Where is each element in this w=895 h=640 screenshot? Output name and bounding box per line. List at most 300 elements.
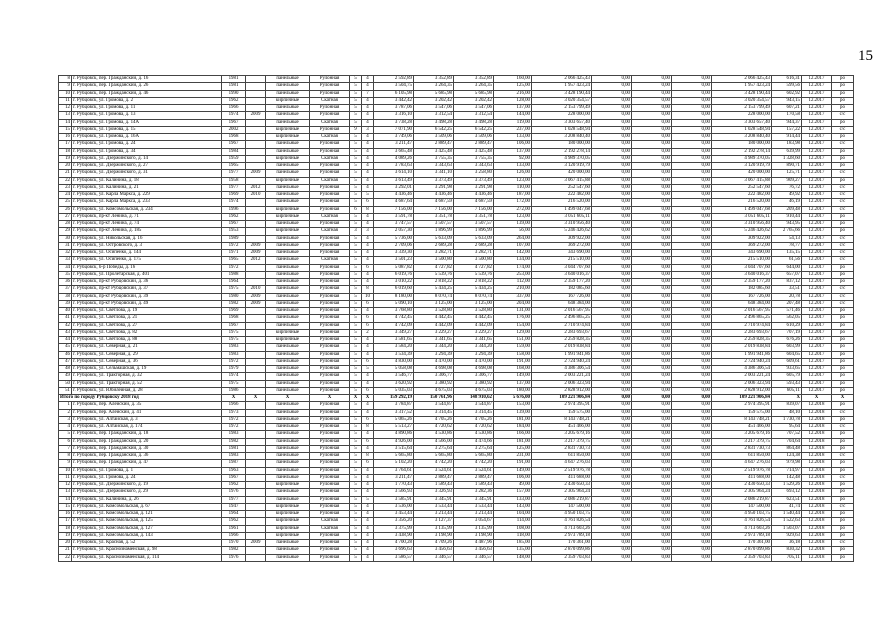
table-cell: 648 384,00 (532, 300, 592, 307)
table-cell: 0,00 (632, 148, 672, 155)
table-cell: 0,00 (632, 525, 672, 532)
table-cell: 4 (362, 547, 374, 554)
table-cell: 51 (59, 387, 72, 394)
table-cell: 3 784,87 (374, 402, 414, 409)
table-row (59, 293, 854, 300)
table-cell: панельные (266, 250, 310, 257)
table-cell: 1 522,63 (772, 518, 802, 525)
table-cell: 4 (362, 474, 374, 481)
table-cell: 0,00 (632, 83, 672, 90)
table-cell: 4 713 603,26 (532, 525, 592, 532)
table-cell: 2 430 650,33 (712, 482, 772, 489)
table-cell: 0,00 (672, 431, 712, 438)
table-cell: панельные (266, 387, 310, 394)
table-cell: Рулонная (310, 380, 350, 387)
table-cell: 2 710 974,84 (712, 322, 772, 329)
table-cell (246, 366, 266, 373)
table-cell: панельные (266, 119, 310, 126)
table-cell: 5 (350, 351, 362, 358)
table-row (59, 192, 854, 199)
table-cell: 5 (350, 445, 362, 452)
table-cell: 5 736,00 (374, 235, 414, 242)
table-cell: 0,00 (632, 286, 672, 293)
table-cell: 12.2017 (802, 286, 832, 293)
table-cell: панельные (266, 431, 310, 438)
table-cell: 3 051 605,11 (712, 213, 772, 220)
table-cell: 3 585,91 (374, 496, 414, 503)
table-cell: 1975 (222, 286, 246, 293)
table-cell: 3 282,36 (454, 489, 494, 496)
table-cell: кирпичные (266, 97, 310, 104)
table-cell: кирпичные (266, 213, 310, 220)
table-cell: 3 208 840,40 (532, 134, 592, 141)
table-cell: 0,00 (632, 300, 672, 307)
table-cell: 76,72 (772, 184, 802, 191)
table-cell: 1 028 548,94 (532, 126, 592, 133)
table-cell: 8 (362, 424, 374, 431)
table-cell: Скатная (310, 97, 350, 104)
table-cell: 12.2017 (802, 308, 832, 315)
table-cell: 5 (350, 250, 362, 257)
table-cell: 4 (362, 271, 374, 278)
table-cell: 12.2017 (802, 148, 832, 155)
table-cell: 0,00 (592, 511, 632, 518)
table-cell: 18 (59, 525, 72, 532)
table-cell: г. Рубцовск, ул. Краснознаменская, д. 98 (72, 547, 222, 554)
table-cell: Рулонная (310, 467, 350, 474)
table-cell: 4 (362, 518, 374, 525)
table-cell: 0,00 (672, 83, 712, 90)
table-cell: 0,00 (672, 97, 712, 104)
table-cell: г. Рубцовск, ул. Громова, д. 14А (72, 119, 222, 126)
table-cell: ро (832, 366, 854, 373)
table-row (59, 532, 854, 539)
table-cell: ро (832, 438, 854, 445)
table-cell: 12.2017 (802, 163, 832, 170)
table-cell: с/с (832, 126, 854, 133)
table-cell: кирпичные (266, 482, 310, 489)
table-cell: 0,00 (672, 119, 712, 126)
table-cell: 216,00 (494, 90, 532, 97)
table-cell: Рулонная (310, 329, 350, 336)
table-cell: 15 (59, 503, 72, 510)
table-cell: Рулонная (310, 271, 350, 278)
table-cell (246, 402, 266, 409)
table-cell: 3 205 679,16 (712, 431, 772, 438)
table-cell: 44 (59, 337, 72, 344)
table-row (59, 358, 854, 365)
table-cell: 0,00 (632, 271, 672, 278)
table-cell: 3 438,90 (374, 532, 414, 539)
table-cell: 1 991 941,86 (532, 351, 592, 358)
table-cell: 45 (59, 344, 72, 351)
table-cell: 6 (362, 199, 374, 206)
table-cell: 4 687,64 (374, 199, 414, 206)
table-cell: панельные (266, 300, 310, 307)
table-row (59, 250, 854, 257)
table-cell: 1964 (222, 279, 246, 286)
table-cell: 0,00 (672, 453, 712, 460)
table-cell: 5 (350, 540, 362, 547)
table-cell: панельные (266, 402, 310, 409)
table-cell: г. Рубцовск, ул. Светлова, д. 88 (72, 337, 222, 344)
table-cell: 0,00 (672, 286, 712, 293)
table-cell: 135,00 (494, 547, 532, 554)
table-row (59, 199, 854, 206)
table-cell: г. Рубцовск, ул. Комсомольская, д. 143 (72, 532, 222, 539)
table-cell: 4 436,46 (414, 192, 454, 199)
table-cell: Рулонная (310, 112, 350, 119)
table-cell: 134,00 (494, 257, 532, 264)
table-cell: 12.2018 (802, 540, 832, 547)
table-cell: 562,05 (772, 315, 802, 322)
table-cell: 5 (362, 366, 374, 373)
table-cell: 95,64 (772, 424, 802, 431)
table-cell: 5 (350, 460, 362, 467)
table-cell: 2 889,47 (414, 141, 454, 148)
table-cell: Рулонная (310, 199, 350, 206)
table-cell: 0,00 (632, 279, 672, 286)
table-cell: 4 675,03 (454, 387, 494, 394)
table-cell: 137,00 (494, 148, 532, 155)
table-cell: 0,00 (632, 322, 672, 329)
table-cell: Рулонная (310, 148, 350, 155)
table-cell: 2 831 730,73 (532, 445, 592, 452)
table-cell (246, 547, 266, 554)
table-cell: 4 727,82 (414, 264, 454, 271)
table-cell: 7 156,00 (454, 206, 494, 213)
table-cell: 609,61 (772, 358, 802, 365)
table-cell: 1967 (222, 322, 246, 329)
table-cell: 5 (350, 329, 362, 336)
table-cell: 3 524,61 (414, 467, 454, 474)
table-cell: 12.2017 (802, 206, 832, 213)
table-cell: 2 430 650,33 (532, 482, 592, 489)
table-cell: 2 003 221,24 (712, 373, 772, 380)
table-cell: 5 (350, 380, 362, 387)
table-cell: 159 575,00 (532, 409, 592, 416)
table-cell: 148 910,62 (454, 395, 494, 402)
table-cell: 4 700,28 (374, 540, 414, 547)
table-cell: 837,12 (772, 279, 802, 286)
table-cell: 610,29 (772, 322, 802, 329)
table-cell: 2009 (246, 170, 266, 177)
table-cell: 215 510,00 (712, 257, 772, 264)
table-cell: 5 (350, 293, 362, 300)
table-cell: 4 742,45 (374, 315, 414, 322)
table-cell: 12.2018 (802, 482, 832, 489)
table-cell: 944,37 (772, 119, 802, 126)
table-row (59, 540, 854, 547)
table-cell: 78,77 (772, 242, 802, 249)
table-cell: 4 687,59 (454, 199, 494, 206)
table-cell: 157,22 (772, 126, 802, 133)
table-cell: 0,00 (592, 213, 632, 220)
table-cell: 5 (350, 474, 362, 481)
table-cell: 36,18 (772, 540, 802, 547)
table-row (59, 337, 854, 344)
table-cell: 3 (350, 228, 362, 235)
table-cell: 979,98 (772, 460, 802, 467)
table-cell: 611 850,00 (532, 453, 592, 460)
table-cell (246, 221, 266, 228)
table-cell: 46,19 (772, 199, 802, 206)
table-cell: 210,00 (494, 286, 532, 293)
table-cell: г. Рубцовск, ул. Светлова, д. 82 (72, 329, 222, 336)
table-cell: ро (832, 279, 854, 286)
table-cell: 2 724 940,24 (712, 358, 772, 365)
table-cell: 1969 (222, 308, 246, 315)
table-cell: 6 542,25 (414, 126, 454, 133)
table-cell: 3 202,42 (414, 97, 454, 104)
table-cell: 11 (59, 474, 72, 481)
table-cell: 8 (362, 206, 374, 213)
table-cell: 0,00 (592, 453, 632, 460)
table-cell: Рулонная (310, 300, 350, 307)
table-cell: 0,00 (632, 344, 672, 351)
table-cell: 148,00 (494, 554, 532, 561)
table-cell: 0,00 (672, 192, 712, 199)
table-cell: 5 (350, 518, 362, 525)
table-cell: 4 (362, 155, 374, 162)
table-cell: 648 384,00 (712, 300, 772, 307)
table-cell: 0,00 (592, 271, 632, 278)
table-row (59, 315, 854, 322)
table-cell: 157,00 (494, 489, 532, 496)
table-cell: 25 (59, 199, 72, 206)
table-cell: 0,00 (592, 358, 632, 365)
table-cell: панельные (266, 351, 310, 358)
table-cell: 4 (362, 148, 374, 155)
table-cell: 3 500,80 (454, 257, 494, 264)
table-cell: 3 125,00 (414, 300, 454, 307)
table-cell: 3 135,99 (454, 525, 494, 532)
table-cell: 151,00 (494, 337, 532, 344)
table-cell: 7 156,00 (374, 206, 414, 213)
table-cell: 18 (59, 148, 72, 155)
table-cell: 4 (362, 503, 374, 510)
table-cell: 693,12 (772, 489, 802, 496)
table-row (59, 90, 854, 97)
table-cell: панельные (266, 90, 310, 97)
table-cell: 168,00 (494, 366, 532, 373)
table-cell: Рулонная (310, 344, 350, 351)
table-cell: 3 020 354,57 (532, 97, 592, 104)
table-cell: 0,00 (592, 163, 632, 170)
table-cell: 5 633,09 (414, 235, 454, 242)
table-cell: 2 973 789,18 (712, 532, 772, 539)
table-cell: 2009 (246, 250, 266, 257)
table-cell: 12.2017 (802, 271, 832, 278)
table-cell: 2 592,89 (374, 76, 414, 83)
table-cell: 0,00 (592, 344, 632, 351)
table-cell: 0,00 (672, 503, 712, 510)
table-cell: 0,00 (632, 380, 672, 387)
table-cell: 420 000,00 (712, 170, 772, 177)
table-cell: 5 (350, 279, 362, 286)
table-cell: Рулонная (310, 235, 350, 242)
table-cell: 2009 (246, 242, 266, 249)
table-cell: 1988 (222, 271, 246, 278)
table-cell: г. Рубцовск, ул. Громова, д. 1 (72, 467, 222, 474)
table-cell: 0,00 (672, 532, 712, 539)
table-row (59, 126, 854, 133)
table-cell: 3 509,06 (454, 134, 494, 141)
table-cell: 3 120 919,79 (712, 163, 772, 170)
table-cell: 1 540,44 (772, 511, 802, 518)
table-cell: 5 (350, 424, 362, 431)
table-cell: кирпичные (266, 518, 310, 525)
table-cell: 1983 (222, 431, 246, 438)
table-cell: 107,00 (494, 242, 532, 249)
table-cell: 2 870 099,86 (532, 547, 592, 554)
table-cell: 12.2017 (802, 155, 832, 162)
table-cell: 0,00 (632, 155, 672, 162)
table-cell: г. Рубцовск, пр-кт Рубцовский, д. 39 (72, 293, 222, 300)
table-cell: 9 (59, 83, 72, 90)
table-cell: 5 (350, 213, 362, 220)
table-cell: 5 (350, 257, 362, 264)
table-cell: 0,00 (672, 322, 712, 329)
table-cell: Рулонная (310, 279, 350, 286)
table-cell: 40 (59, 308, 72, 315)
table-cell: 159 575,00 (712, 409, 772, 416)
table-cell: ро (832, 337, 854, 344)
table-row (59, 489, 854, 496)
table-cell: 12.2017 (802, 228, 832, 235)
table-cell: 1980 (222, 293, 246, 300)
table-cell (246, 206, 266, 213)
table-cell: 8 180,00 (374, 293, 414, 300)
table-cell: 1 896,99 (454, 228, 494, 235)
table-cell: 2 283 693,67 (532, 329, 592, 336)
table-cell (246, 409, 266, 416)
table-cell: 149,00 (494, 467, 532, 474)
table-cell: 12.2017 (802, 337, 832, 344)
table-cell: кирпичные (266, 177, 310, 184)
page-number: 15 (858, 48, 873, 64)
table-cell (246, 119, 266, 126)
table-cell: 12.2017 (802, 170, 832, 177)
table-cell: 0,00 (592, 119, 632, 126)
table-cell: 0,00 (592, 518, 632, 525)
table-cell: 43 (59, 329, 72, 336)
table-cell: 143,00 (494, 503, 532, 510)
table-cell: Рулонная (310, 351, 350, 358)
table-cell: 228 000,00 (532, 112, 592, 119)
table-cell: 1982 (222, 300, 246, 307)
table-cell: 2 192 278,14 (532, 148, 592, 155)
table-cell: 12.2018 (802, 554, 832, 561)
table-cell: 0,00 (672, 547, 712, 554)
table-cell: 19 (59, 155, 72, 162)
table-row (59, 264, 854, 271)
table-cell: 0,00 (632, 402, 672, 409)
table-cell: г. Рубцовск, пер. Гражданский, д. 47 (72, 460, 222, 467)
table-cell: 3 380,92 (454, 380, 494, 387)
table-cell: 0,00 (592, 235, 632, 242)
table-cell: 4 (362, 402, 374, 409)
table-cell: 0,00 (592, 467, 632, 474)
table-cell: 3 217 379,75 (532, 438, 592, 445)
table-cell: 0,00 (632, 134, 672, 141)
table-cell: 0,00 (592, 242, 632, 249)
table-cell: 3 198,90 (414, 532, 454, 539)
table-cell: 0,00 (672, 126, 712, 133)
table-cell: г. Рубцовск, ул. Громова, д. 13 (72, 112, 222, 119)
table-cell: г. Рубцовск, ул. Дзержинского, д. 19 (72, 482, 222, 489)
table-cell: 4 (362, 184, 374, 191)
table-cell: 4 926,00 (374, 438, 414, 445)
table-cell: Рулонная (310, 496, 350, 503)
table-cell: ро (832, 228, 854, 235)
table-cell: 4 (362, 170, 374, 177)
table-cell: 0,00 (592, 474, 632, 481)
table-cell: 180,00 (494, 387, 532, 394)
table-cell (246, 105, 266, 112)
table-cell: 1967 (222, 221, 246, 228)
table-cell: 3 294,39 (414, 351, 454, 358)
table-cell: панельные (266, 221, 310, 228)
table-cell: кирпичные (266, 155, 310, 162)
table-row (59, 467, 854, 474)
table-cell: г. Рубцовск, ул. Громова, д. 24 (72, 474, 222, 481)
table-cell: 1986 (222, 387, 246, 394)
table-cell: 0,00 (632, 170, 672, 177)
table-cell: 2 259 828,35 (532, 337, 592, 344)
table-cell: 5 (350, 489, 362, 496)
table-cell: 3 044 707,60 (712, 264, 772, 271)
table-cell: 237,00 (494, 126, 532, 133)
table-cell: 864,48 (772, 445, 802, 452)
table-cell: 26 (59, 206, 72, 213)
table-cell: 0,00 (632, 474, 672, 481)
table-cell: 1964 (222, 511, 246, 518)
table-cell: 12.2018 (802, 453, 832, 460)
table-cell (246, 228, 266, 235)
table-cell (246, 97, 266, 104)
table-cell: 0,00 (632, 482, 672, 489)
table-cell: г. Рубцовск, ул. Светлова, д. 21 (72, 315, 222, 322)
table-cell: ро (832, 416, 854, 423)
table-cell: 184,00 (494, 424, 532, 431)
table-cell: 3 584,20 (374, 344, 414, 351)
table-cell: 1 957 423,24 (532, 83, 592, 90)
table-cell: панельные (266, 141, 310, 148)
table-cell: 1981 (222, 83, 246, 90)
table-cell: 0,00 (632, 503, 672, 510)
table-cell: г. Рубцовск, пр-кт Ленина, д. 185 (72, 228, 222, 235)
table-cell: 15 (59, 126, 72, 133)
table-cell: 623,51 (772, 496, 802, 503)
table-cell: 4 (362, 250, 374, 257)
table-cell: 5 685,98 (454, 90, 494, 97)
table-cell: 12.2018 (802, 547, 832, 554)
table-cell: Рулонная (310, 424, 350, 431)
table-cell: 124,38 (772, 453, 802, 460)
table-cell: ро (832, 380, 854, 387)
table-cell: ро (832, 518, 854, 525)
table-cell: 8 143 748,21 (532, 416, 592, 423)
table-cell: 6 (362, 438, 374, 445)
table-cell: 4 742,20 (454, 460, 494, 467)
table-cell: 1 028 548,94 (712, 126, 772, 133)
table-cell: 0,00 (592, 286, 632, 293)
table-cell: г. Рубцовск, пер. Алейский, д. 41 (72, 409, 222, 416)
table-cell: 3 591,78 (374, 213, 414, 220)
table-cell: 0,00 (672, 163, 712, 170)
table-cell: 5 065,26 (374, 416, 414, 423)
